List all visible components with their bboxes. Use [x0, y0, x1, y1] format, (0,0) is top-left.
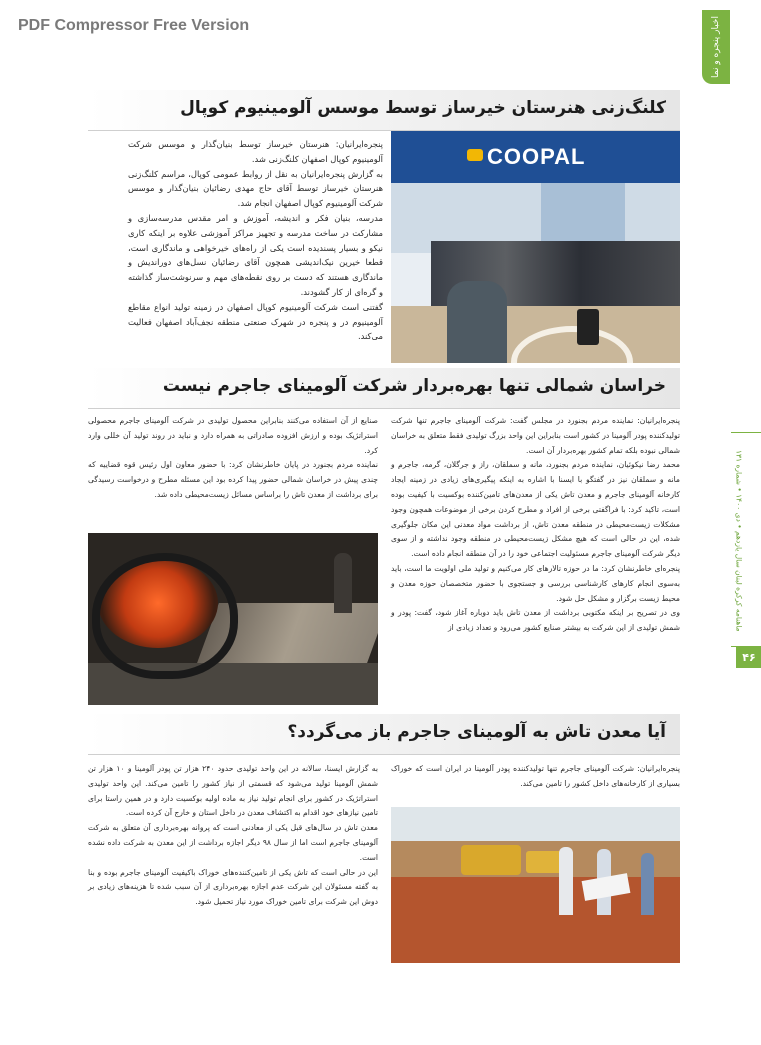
pdf-watermark: PDF Compressor Free Version [18, 17, 250, 34]
article1-title: کلنگ‌زنی هنرستان خیرساز توسط موسس آلومینیوم کوپال [180, 98, 666, 118]
article3-photo [391, 807, 680, 963]
paragraph: به گزارش ایسنا، سالانه در این واحد تولیدی حدود ۲۴۰ هزار تن پودر آلومینا و ۱۰ هزار تن شمش آلومینا تولید می‌شود که قسمتی از نیاز کشور را تامین می‌کند. این واحد تولیدی استراتژیک در کشور برای انجام تولید نیاز به ماده اولیه بوکسیت دارد و در همین راستا برای تامین نیازهای خود اقدام به اکتشاف معدن در داخل استان و خارج آن کرده است. [88, 764, 378, 818]
article3-right-column [391, 762, 680, 792]
paragraph: پنجره‌ایرانیان: هنرستان خیرساز توسط بنیان‌گذار و موسس شرکت آلومینیوم کوپال اصفهان کلنگ‌زنی شد. [128, 139, 383, 164]
paragraph: معدن تاش در سال‌های قبل یکی از معادنی است که پروانه بهره‌برداری آن متعلق به شرکت آلومینای جاجرم است اما از سال ۹۸ دیگر اجازه برداشت از این معدن به شرکت داده نشده است. [88, 823, 378, 862]
paragraph: صنایع از آن استفاده می‌کنند بنابراین محصول تولیدی در شرکت آلومینای جاجرم محصولی استراتژیک بوده و ارزش افزوده صادراتی به همراه دارد و نباید در روند تولید آن خللی وارد کرد. [88, 416, 378, 455]
article2-title: خراسان شمالی تنها بهره‌بردار شرکت آلومینای جاجرم نیست [162, 376, 666, 396]
paragraph: وی در تصریح بر اینکه مکتوبی برداشت از معدن تاش باید دوباره آغاز شود، گفت: پودر و شمش تولیدی از این شرکت به بیشتر صنایع کشور می‌رود و تعداد زیادی از [391, 608, 680, 633]
article3-title: آیا معدن تاش به آلومینای جاجرم باز می‌گردد؟ [287, 722, 666, 742]
article1-headline [88, 90, 680, 131]
article3-headline [88, 714, 680, 755]
article1-body [128, 137, 383, 344]
article2-left-column [88, 414, 378, 503]
paragraph: پنجره‌ایرانیان: نماینده مردم بجنورد در مجلس گفت: شرکت آلومینای جاجرم تنها شرکت تولیدکننده پودر آلومینا در کشور است بنابراین این واحد بزرگ تولیدی فقط متعلق به خراسان شمالی نبوده بلکه تمام کشور بهره‌بردار آن است. [391, 416, 680, 455]
paragraph: این در حالی است که تاش یکی از تامین‌کننده‌های خوراک باکیفیت آلومینای جاجرم بوده و بنا به گفته مسئولان این شرکت عدم اجازه بهره‌برداری از آن سبب شده تا هزینه‌های زیادی بر دوش این شرکت برای تامین خوراک مورد نیاز تحمیل شود. [88, 867, 378, 907]
paragraph: به گزارش پنجره‌ایرانیان به نقل از روابط عمومی کوپال، مراسم کلنگ‌زنی هنرستان خیرساز توسط آقای حاج مهدی رضائیان بنیان‌گذار و موسس شرکت آلومینیوم کوپال اصفهان انجام شد. [128, 168, 383, 209]
article2-photo [88, 533, 378, 705]
coopal-logo-icon [467, 149, 483, 161]
magazine-issue-line: ماهنامه کرکره لبنان سال یازدهم • دی ۱۴۰۰ • شماره ۱۳۱ [734, 450, 744, 632]
article1-photo [391, 131, 680, 363]
page-number: ۴۶ [736, 646, 761, 668]
photo-logo-text: COOPAL [487, 144, 586, 169]
paragraph: نماینده مردم بجنورد در پایان خاطرنشان کرد: با حضور معاون اول رئیس قوه قضاییه که چندی پیش در خراسان شمالی حضور پیدا کرده بود این مسئله مطرح و درخواست رسیدگی برای برداشت از معدن تاش را براساس مسائل زیست‌محیطی داده شد. [88, 460, 378, 499]
article2-right-column [391, 414, 680, 636]
paragraph: پنجره‌ایرانیان: شرکت آلومینای جاجرم تنها تولیدکننده پودر آلومینا در ایران است که خوراک بسیاری از کارخانه‌های داخل کشور را تامین می‌کند. [391, 764, 680, 788]
article3-left-column [88, 762, 378, 910]
paragraph: گفتنی است شرکت آلومینیوم کوپال اصفهان در زمینه تولید انواع مقاطع آلومینیوم در و پنجره در شهرک صنعتی منطقه نجف‌آباد اصفهان فعالیت می‌کند. [128, 301, 383, 342]
side-divider [731, 432, 761, 433]
paragraph: محمد رضا نیکوئیان، نماینده مردم بجنورد، مانه و سملقان، راز و جرگلان، گرمه، جاجرم و مانه و سملقان نیز در گفتگو با ایسنا با اشاره به اینکه پیگیری‌های زیادی در زمینه ایجاد کارخانه آلومینای جاجرم و معدن تاش یکی از معدن‌های تامین‌کننده بوکسیت با کیفیت بوده است، تاکید کرد: با فراگفتی برخی از افراد و مطرح کردن برخی از موضوعات همچون وجود مشکلات زیست‌محیطی در منطقه معدن تاش، از برداشت مواد معدنی این مکان جلوگیری شده، این در حالی است که هیچ مشکل زیست‌محیطی در منطقه وجود نداشته و از سوی دیگر شرکت آلومینای جاجرم مسئولیت اجتماعی خود را در آن منطقه انجام داده است. [391, 460, 680, 559]
paragraph: پنجره‌ای خاطرنشان کرد: ما در حوزه تالارهای کار می‌کنیم و تولید ملی اولویت ما است، باید به‌سوی انجام کارهای کارشناسی بررسی و جستجوی با حضور متخصصان حوزه معدن و محیط زیست برگزار و مشکل حل شود. [391, 563, 680, 603]
paragraph: مدرسه، بنیان فکر و اندیشه، آموزش و امر مقدس مدرسه‌سازی و مشارکت در ساخت مدرسه و تجهیز مراکز آموزشی علاوه بر اینکه کاری نیکو و بسیار پسندیده است یکی از راه‌های خیرخواهی و ماندگاری است، قطعا خیرین نیک‌اندیشی همچون آقای رضائیان نسل‌های دوراندیش و ماندگاری هستند که دست بر روی نقطه‌های مهم و سرنوشت‌ساز گذاشته و گره‌ای از کار گشودند. [128, 212, 383, 297]
article2-headline [88, 368, 680, 409]
section-tab: اخبار پنجره و نما [702, 10, 730, 84]
